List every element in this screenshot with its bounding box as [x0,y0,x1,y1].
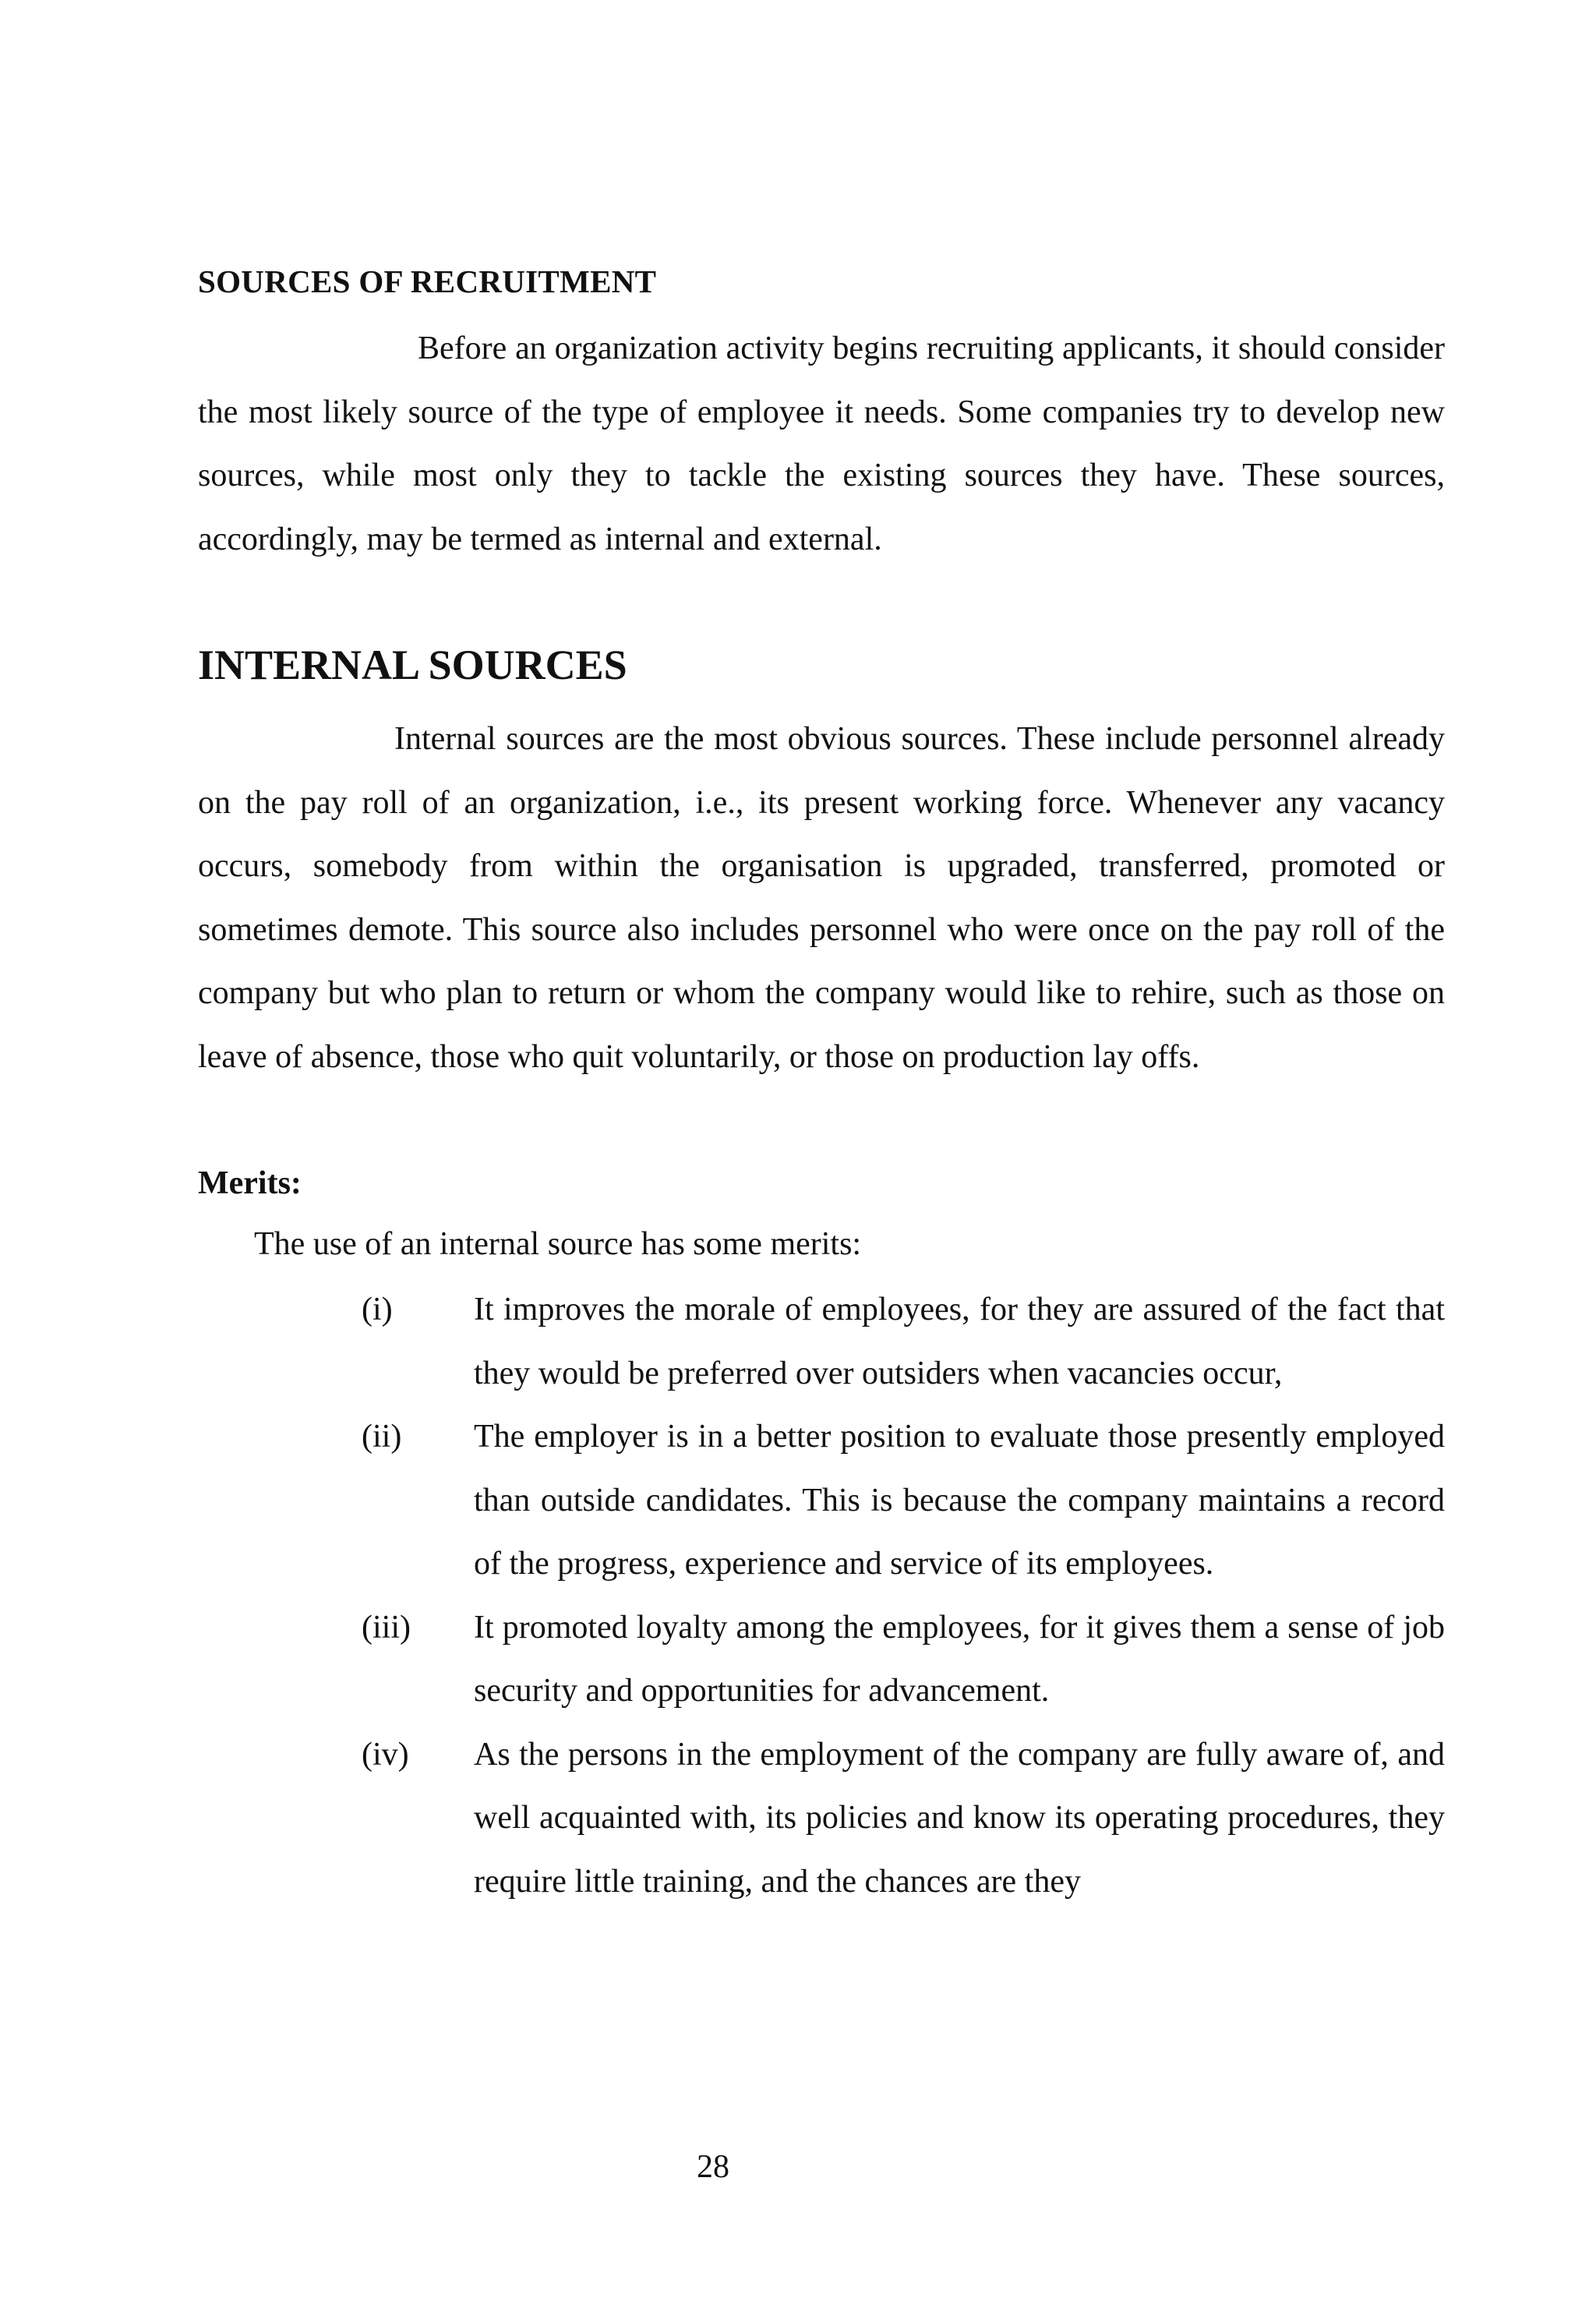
page-number: 28 [697,2149,729,2185]
list-item [0,1278,1596,1405]
list-item [0,1596,1596,1723]
list-item [0,1405,1596,1596]
list-item-marker: (i) [362,1292,393,1327]
list-item-marker: (iii) [362,1609,411,1646]
paragraph-internal-sources: Internal sources are the most obvious sources. These include personnel already on the pay roll of an organization, i.e., its present working force. Whenever any vacancy occurs, somebody from within the organisation is upgraded, transferred, promoted or sometimes demote. This source also includes personnel who were once on the pay roll of the company but who plan to return or whom the company would like to rehire, such as those on leave of absence, those who quit voluntarily, or those on production lay offs. [198,721,1445,1075]
list-item-text: It improves the morale of employees, for they are assured of the fact that they would be preferred over outsiders when vacancies occur, [474,1292,1445,1391]
list-item-marker: (iv) [362,1736,409,1773]
section-heading-internal-sources: INTERNAL SOURCES [198,642,627,688]
list-item [0,1723,1596,1914]
merits-label: Merits: [198,1165,302,1201]
list-item-text: As the persons in the employment of the company are fully aware of, and well acquainted with, its policies and know its operating procedures, they require little training, and the chances are they [474,1736,1445,1900]
section-heading-sources-of-recruitment: SOURCES OF RECRUITMENT [198,263,657,299]
merits-list [0,1278,1596,1914]
paragraph-sources-intro: Before an organization activity begins recruiting applicants, it should consider the most likely source of the type of employee it needs. Some companies try to develop new sources, while most only they to tackle the existing sources they have. These sources, accordingly, may be termed as internal and external. [198,331,1445,557]
list-item-marker: (ii) [362,1419,402,1455]
list-item-text: It promoted loyalty among the employees, for it gives them a sense of job security and opportunities for advancement. [474,1609,1445,1709]
merits-intro: The use of an internal source has some merits: [254,1226,862,1262]
list-item-text: The employer is in a better position to evaluate those presently employed than outside candidates. This is because the company maintains a record of the progress, experience and service of its employees. [474,1419,1445,1582]
